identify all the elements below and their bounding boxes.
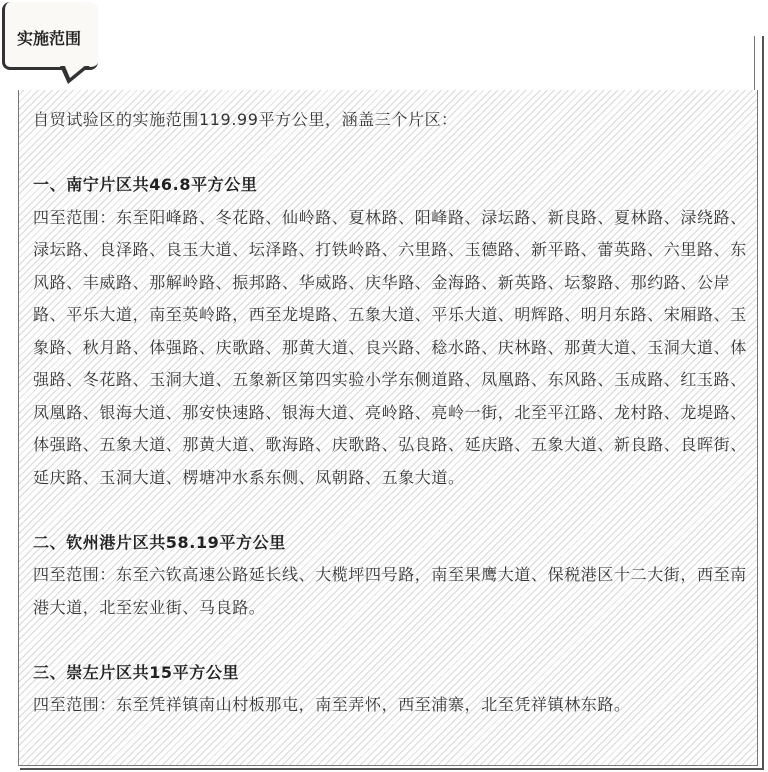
spacer	[33, 494, 751, 527]
section-1-body: 四至范围：东至阳峰路、冬花路、仙岭路、夏林路、阳峰路、渌坛路、新良路、夏林路、渌绕路、渌坛路、良泽路、良玉大道、坛泽路、打铁岭路、六里路、玉德路、新平路、蕾英路、六里路、东风路、丰威路、那解岭路、振邦路、华威路、庆华路、金海路、新英路、坛黎路、那约路、公岸路、平乐大道，南至英岭路，西至龙堤路、五象大道、平乐大道、明辉路、明月东路、宋厢路、玉象路、秋月路、体强路、庆歌路、那黄大道、良兴路、稔水路、庆林路、那黄大道、玉洞大道、体强路、冬花路、玉洞大道、五象新区第四实验小学东侧道路、凤凰路、东风路、玉成路、红玉路、凤凰路、银海大道、那安快速路、银海大道、亮岭路、亮岭一街，北至平江路、龙村路、龙堤路、体强路、五象大道、那黄大道、歌海路、庆歌路、弘良路、延庆路、五象大道、新良路、良晖街、延庆路、玉洞大道、楞塘冲水系东侧、凤朝路、五象大道。	[33, 207, 747, 487]
section-3-heading: 三、崇左片区共15平方公里	[33, 662, 240, 682]
badge-title: 实施范围	[17, 29, 82, 48]
title-badge	[2, 2, 98, 70]
spacer	[33, 624, 751, 657]
section-3-body: 四至范围：东至凭祥镇南山村板那屯，南至弄怀，西至浦寨，北至凭祥镇林东路。	[33, 695, 631, 714]
speech-bubble-tail-fill	[64, 64, 87, 78]
content-panel	[18, 90, 758, 766]
section-2-body: 四至范围：东至六钦高速公路延长线、大榄坪四号路，南至果鹰大道、保税港区十二大街，西至南港大道，北至宏业街、马良路。	[33, 565, 747, 617]
frame-corner-line	[754, 36, 755, 92]
content-text	[33, 90, 751, 722]
section-1-heading: 一、南宁片区共46.8平方公里	[33, 175, 258, 194]
intro-text: 自贸试验区的实施范围119.99平方公里，涵盖三个片区：	[33, 110, 458, 129]
section-2-heading: 二、钦州港片区共58.19平方公里	[33, 532, 286, 552]
spacer	[33, 137, 751, 170]
